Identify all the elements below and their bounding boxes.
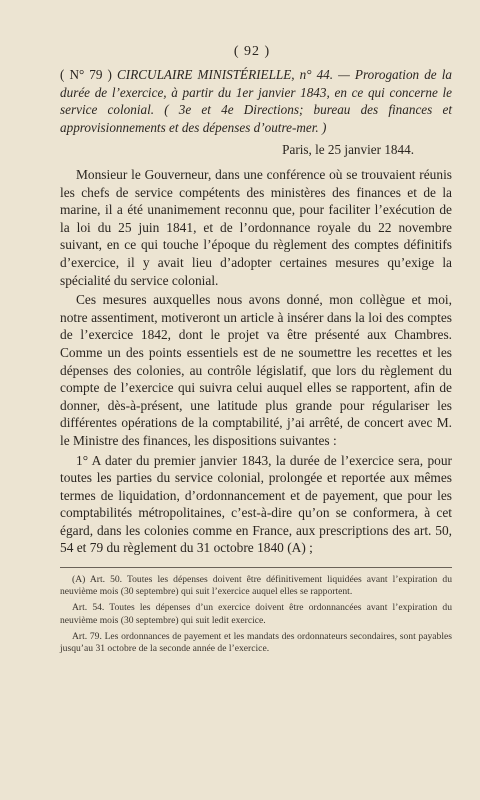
footnote: (A) Art. 50. Toutes les dépenses doivent être définitivement liquidées avant l’expiration du neuvième mois (30 septembre) qui suit l’exercice auquel elles se rapportent. [60,574,452,598]
footnote-divider [60,567,452,568]
circular-heading [60,66,452,136]
footnote: Art. 79. Les ordonnances de payement et les mandats des ordonnateurs secondaires, sont payables jusqu’au 31 octobre de la seconde année de l’exercice. [60,630,452,655]
letter-date: Paris, le 25 janvier 1844. [282,142,414,157]
body-paragraph: Ces mesures auxquelles nous avons donné, mon collègue et moi, notre assentiment, motiveront un article à insérer dans la loi des comptes de l’exercice 1842, dont le projet va être présenté aux Chambres. Comme un des points essentiels est de ne soumettre les recettes et les dépenses des colonies, au contrôle législatif, que lors du règlement du compte de l’exercice qui suivra celui auquel elles se rapportent, afin de donner, dès-à-présent, une latitude plus grande pour régulariser les différentes opérations de la comptabilité, j’ai arrêté, de concert avec M. le Ministre des finances, les dispositions suivantes : [60,292,452,448]
body-paragraph: Monsieur le Gouverneur, dans une conférence où se trouvaient réunis les chefs de service compétents des ministères des finances et de la marine, il a été unanimement reconnu que, pour faciliter l’exécution de la loi du 25 juin 1841, et de l’ordonnance royale du 22 novembre suivant, en ce qui touche l’époque du règlement des comptes définitifs d’exercice, il y avait lieu d’adopter certaines mesures qu’exige la spécialité du service colonial. [60,167,452,288]
page-number: ( 92 ) [233,44,271,59]
footnote: Art. 54. Toutes les dépenses d’un exercice doivent être ordonnancées avant l’expiration du neuvième mois (30 septembre) qui suit ledit exercice. [60,602,452,626]
circular-number: ( N° 79 ) [60,67,112,82]
body-paragraph: 1° A dater du premier janvier 1843, la durée de l’exercice sera, pour toutes les parties du service colonial, prolongée et reportée aux mêmes termes de liquidation, d’ordonnancement et de payement, que pour les comptabilités métropolitaines, c’est-à-dire qu’on se conformera, à cet égard, dans les colonies comme en France, aux prescriptions des art. 50, 54 et 79 du règlement du 31 octobre 1840 (A) ; [60,452,452,556]
letter-body [60,166,452,557]
circular-title: CIRCULAIRE MINISTÉRIELLE, n° 44. — Prorogation de la durée de l’exercice, à partir du 1er janvier 1843, en ce qui concerne le service colonial. ( 3e et 4e Directions; bureau des finances et approvisionnements et des dépenses d’outre-mer. ) [60,67,452,135]
footnotes [60,574,452,655]
